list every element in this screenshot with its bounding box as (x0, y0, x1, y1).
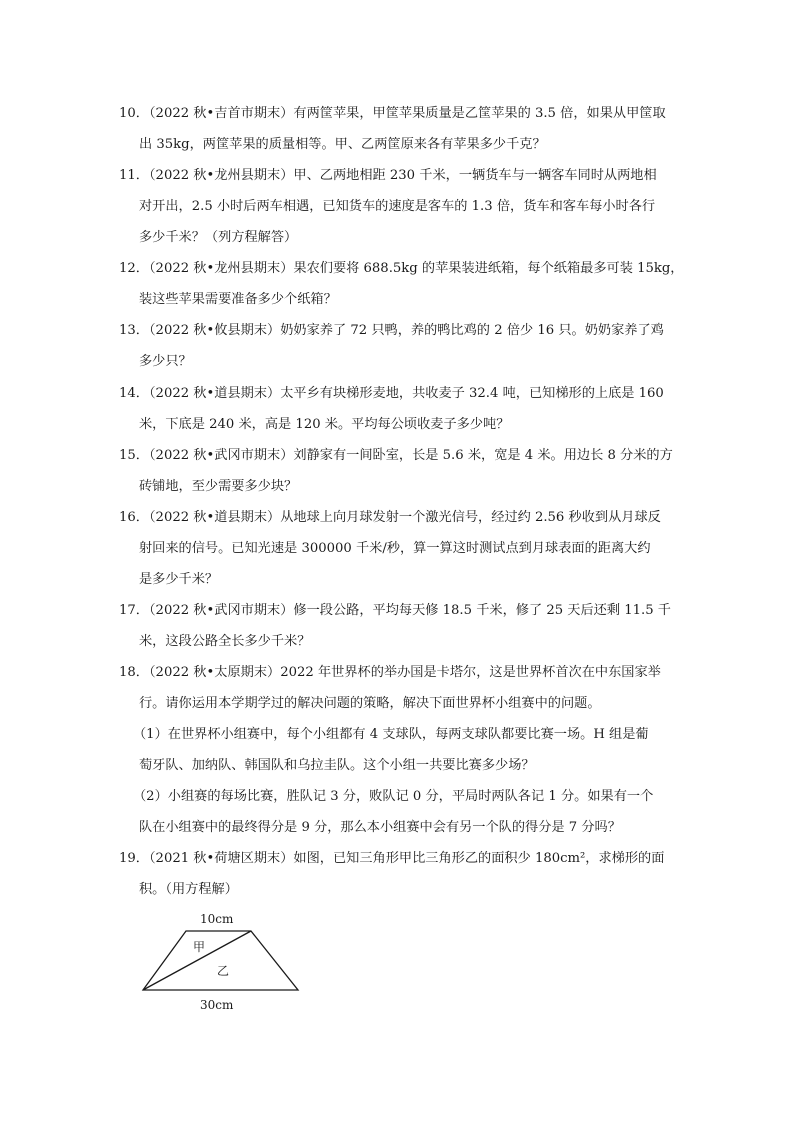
problem-15-line-1: 15．（2022 秋•武冈市期末）刘静家有一间卧室，长是 5.6 米，宽是 4 米。用边长 8 分米的方 (119, 448, 673, 463)
top-base-label: 10cm (200, 912, 234, 926)
problem-14-line-2: 米，下底是 240 米，高是 120 米。平均每公顷收麦子多少吨？ (139, 417, 510, 432)
problem-16-line-1: 16．（2022 秋•道县期末）从地球上向月球发射一个激光信号，经过约 2.56 秒收到从月球反 (119, 510, 661, 525)
problem-13-line-2: 多少只？ (139, 354, 192, 369)
problem-15-line-2: 砖铺地，至少需要多少块？ (139, 479, 298, 494)
bottom-base-label: 30cm (200, 998, 234, 1010)
problem-18-sub-2-line-2: 队在小组赛中的最终得分是 9 分，那么本小组赛中会有另一个队的得分是 7 分吗？ (139, 820, 621, 835)
problem-19-line-2: 积。（用方程解） (139, 882, 238, 897)
problem-12-line-2: 装这些苹果需要准备多少个纸箱？ (139, 292, 337, 307)
problem-18-sub-1-line-2: 萄牙队、加纳队、韩国队和乌拉圭队。这个小组一共要比赛多少场？ (139, 758, 535, 773)
problem-14-line-1: 14．（2022 秋•道县期末）太平乡有块梯形麦地，共收麦子 32.4 吨，已知梯形的上底是 160 (119, 386, 664, 401)
problem-10-line-2: 出 35kg，两筐苹果的质量相等。甲、乙两筐原来各有苹果多少千克？ (139, 137, 546, 152)
region-yi-label: 乙 (217, 964, 230, 978)
region-jia-label: 甲 (193, 940, 206, 954)
problem-19-line-1: 19．（2021 秋•荷塘区期末）如图，已知三角形甲比三角形乙的面积少 180cm²，求梯形的面 (119, 851, 665, 866)
problem-17-line-2: 米，这段公路全长多少千米？ (139, 634, 311, 649)
problem-18-line-2: 行。请你运用本学期学过的解决问题的策略，解决下面世界杯小组赛中的问题。 (139, 696, 601, 711)
problem-18-sub-2-line-1: （2）小组赛的每场比赛，胜队记 3 分，败队记 0 分，平局时两队各记 1 分。如果有一个 (133, 789, 654, 804)
trapezoid-outline (143, 931, 298, 990)
problem-17-line-1: 17．（2022 秋•武冈市期末）修一段公路，平均每天修 18.5 千米，修了 25 天后还剩 11.5 千 (119, 603, 671, 618)
problem-11-line-3: 多少千米？（列方程解答） (139, 230, 298, 245)
problem-12-line-1: 12．（2022 秋•龙州县期末）果农们要将 688.5kg 的苹果装进纸箱，每个纸箱最多可装 15kg， (119, 261, 684, 276)
problem-18-line-1: 18．（2022 秋•太原期末）2022 年世界杯的举办国是卡塔尔，这是世界杯首次在中东国家举 (119, 665, 661, 680)
problem-16-line-3: 是多少千米？ (139, 572, 219, 587)
trapezoid-figure (138, 905, 308, 1010)
problem-11-line-2: 对开出，2.5 小时后两车相遇，已知货车的速度是客车的 1.3 倍，货车和客车每小时各行 (139, 199, 656, 214)
problem-10-line-1: 10．（2022 秋•吉首市期末）有两筐苹果，甲筐苹果质量是乙筐苹果的 3.5 倍，如果从甲筐取 (119, 106, 666, 121)
problem-16-line-2: 射回来的信号。已知光速是 300000 千米/秒，算一算这时测试点到月球表面的距离大约 (139, 541, 651, 556)
problem-11-line-1: 11．（2022 秋•龙州县期末）甲、乙两地相距 230 千米，一辆货车与一辆客车同时从两地相 (119, 168, 657, 183)
problem-13-line-1: 13．（2022 秋•攸县期末）奶奶家养了 72 只鸭，养的鸭比鸡的 2 倍少 16 只。奶奶家养了鸡 (119, 323, 664, 338)
problem-18-sub-1-line-1: （1）在世界杯小组赛中，每个小组都有 4 支球队，每两支球队都要比赛一场。H 组是葡 (133, 727, 649, 742)
